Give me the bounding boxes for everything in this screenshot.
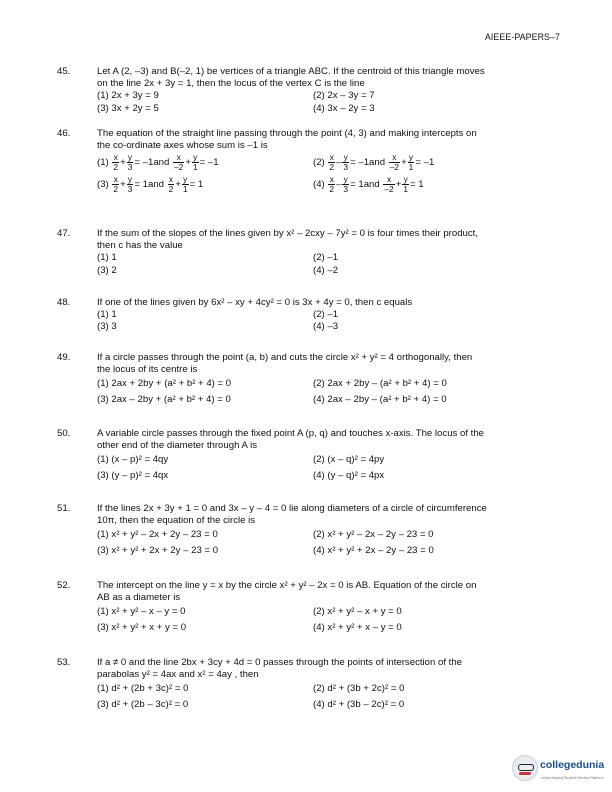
option-2: (2) $\frac{x}{2}$ – $\frac{y}{3}$ = –1and $\frac{x}{-2}$ + $\frac{y}{1}$ = –1	[313, 152, 435, 173]
question-number: 52.	[57, 580, 71, 591]
page-header: AIEEE-PAPERS–7	[484, 32, 560, 42]
question-number: 48.	[57, 297, 71, 308]
question-number: 53.	[57, 657, 71, 668]
option-4: (4) –2	[313, 264, 339, 276]
option-1: (1) 2ax + 2by + (a² + b² + 4) = 0	[97, 378, 232, 390]
option-4: (4) 3x – 2y = 3	[313, 102, 375, 114]
option-2: (2) –1	[313, 252, 339, 264]
question-48	[57, 297, 553, 334]
option-3: (3) 3	[97, 321, 117, 333]
question-text: AB as a diameter is	[97, 592, 181, 604]
option-1: (1) x² + y² – 2x + 2y – 23 = 0	[97, 529, 218, 541]
option-2: (2) –1	[313, 309, 339, 321]
option-2: (2) x² + y² – x + y = 0	[313, 606, 402, 618]
question-53	[57, 657, 553, 713]
question-number: 46.	[57, 128, 71, 139]
question-number: 50.	[57, 428, 71, 439]
question-text: If one of the lines given by 6x² – xy + 4cy² = 0 is 3x + 4y = 0, then c equals	[97, 297, 413, 308]
option-1: (1) x² + y² – x – y = 0	[97, 606, 186, 618]
option-3: (3) x² + y² + 2x + 2y – 23 = 0	[97, 545, 219, 557]
option-1: (1) d² + (2b + 3c)² = 0	[97, 683, 189, 695]
question-52	[57, 580, 553, 636]
question-text: parabolas y² = 4ax and x² = 4ay , then	[97, 669, 259, 681]
question-49	[57, 352, 553, 408]
option-2: (2) 2ax + 2by – (a² + b² + 4) = 0	[313, 378, 447, 390]
question-number: 45.	[57, 66, 71, 77]
option-1: (1) (x – p)² = 4qy	[97, 454, 169, 466]
question-text: Let A (2, –3) and B(–2, 1) be vertices of a triangle ABC. If the centroid of this triangle moves	[97, 66, 485, 77]
question-text: The intercept on the line y = x by the circle x² + y² – 2x = 0 is AB. Equation of the circle on	[97, 580, 477, 591]
question-47	[57, 228, 553, 277]
question-50	[57, 428, 553, 484]
option-1: (1) 2x + 3y = 9	[97, 90, 159, 102]
option-1: (1) 1	[97, 252, 117, 264]
question-text: If the lines 2x + 3y + 1 = 0 and 3x – y – 4 = 0 lie along diameters of a circle of circumference	[97, 503, 487, 514]
option-3: (3) 2ax – 2by + (a² + b² + 4) = 0	[97, 394, 231, 406]
question-46	[57, 128, 553, 196]
option-3: (3) (y – p)² = 4qx	[97, 470, 169, 482]
question-45	[57, 66, 553, 115]
option-4: (4) 2ax – 2by – (a² + b² + 4) = 0	[313, 394, 447, 406]
collegedunia-logo[interactable]	[512, 753, 604, 785]
option-4: (4) (y – q)² = 4px	[313, 470, 385, 482]
question-51	[57, 503, 553, 559]
option-3: (3) x² + y² + x + y = 0	[97, 622, 187, 634]
option-4: (4) $\frac{x}{2}$ – $\frac{y}{3}$ = 1and $\frac{x}{-2}$ + $\frac{y}{1}$ = 1	[313, 174, 424, 195]
option-1: (1) 1	[97, 309, 117, 321]
question-text: the locus of its centre is	[97, 364, 198, 376]
option-3: (3) d² + (2b – 3c)² = 0	[97, 699, 189, 711]
brand-tagline: India's largest Student Review Platform	[541, 776, 604, 780]
option-2: (2) 2x – 3y = 7	[313, 90, 375, 102]
question-text: If the sum of the slopes of the lines given by x² – 2cxy – 7y² = 0 is four times their product,	[97, 228, 479, 239]
question-text: then c has the value	[97, 240, 183, 252]
option-4: (4) x² + y² + x – y = 0	[313, 622, 402, 634]
option-3: (3) 3x + 2y = 5	[97, 102, 159, 114]
option-4: (4) –3	[313, 321, 339, 333]
mascot-icon	[512, 755, 538, 781]
question-text: 10π, then the equation of the circle is	[97, 515, 256, 527]
question-text: the co-ordinate axes whose sum is –1 is	[97, 140, 268, 152]
option-2: (2) x² + y² – 2x – 2y – 23 = 0	[313, 529, 434, 541]
question-number: 47.	[57, 228, 71, 239]
question-text: The equation of the straight line passing through the point (4, 3) and making intercepts on	[97, 128, 477, 139]
option-4: (4) x² + y² + 2x – 2y – 23 = 0	[313, 545, 434, 557]
option-3: (3) 2	[97, 264, 117, 276]
option-1: (1) $\frac{x}{2}$ + $\frac{y}{3}$ = –1and $\frac{x}{-2}$ + $\frac{y}{1}$ = –1	[97, 152, 219, 173]
option-4: (4) d² + (3b – 2c)² = 0	[313, 699, 405, 711]
question-text: other end of the diameter through A is	[97, 440, 258, 452]
question-number: 49.	[57, 352, 71, 363]
brand-name: collegedunia	[540, 759, 605, 771]
option-3: (3) $\frac{x}{2}$ + $\frac{y}{3}$ = 1and $\frac{x}{2}$ + $\frac{y}{1}$ = 1	[97, 174, 204, 195]
question-text: A variable circle passes through the fixed point A (p, q) and touches x-axis. The locus of the	[97, 428, 484, 439]
option-2: (2) (x – q)² = 4py	[313, 454, 385, 466]
question-text: If a circle passes through the point (a, b) and cuts the circle x² + y² = 4 orthogonally, then	[97, 352, 473, 363]
question-text: on the line 2x + 3y = 1, then the locus of the vertex C is the line	[97, 78, 365, 90]
option-2: (2) d² + (3b + 2c)² = 0	[313, 683, 405, 695]
question-text: If a ≠ 0 and the line 2bx + 3cy + 4d = 0 passes through the points of intersection of the	[97, 657, 463, 668]
question-number: 51.	[57, 503, 71, 514]
